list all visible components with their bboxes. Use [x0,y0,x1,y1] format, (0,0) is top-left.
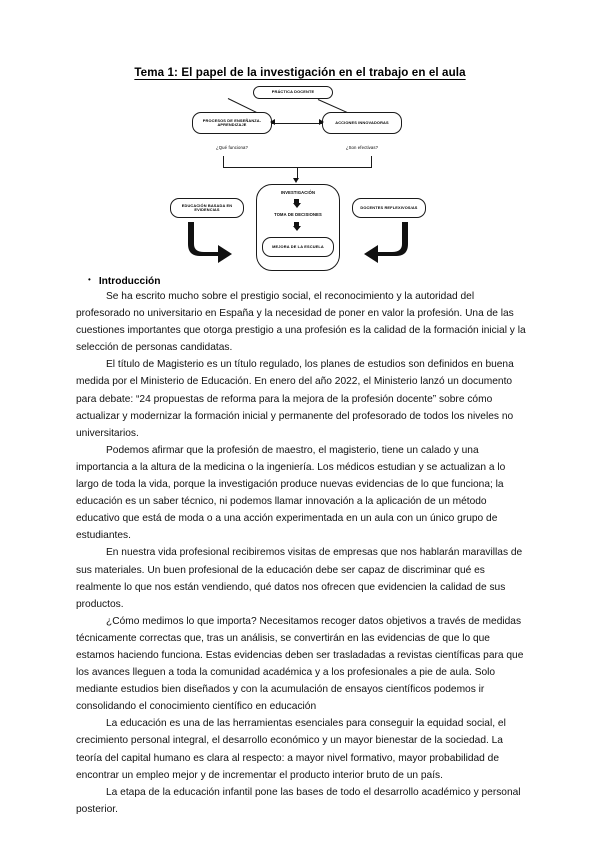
paragraph: El título de Magisterio es un título regulado, los planes de estudios son definidos en buena medida por el Ministerio de Educación. En enero del año 2022, el Ministerio lanzó un documento para debate: “24 propuestas de reforma para la mejora de la profesión docente” sobre cómo actualizar y modernizar la formación inicial y permanente del profesorado de todos los niveles no universitarios. [76,359,514,439]
hook-arrow-left-icon [188,222,234,264]
diagram-node-investigacion: INVESTIGACIÓN [280,190,316,195]
section-heading-introduccion [88,276,526,287]
diagram-node-acciones: ACCIONES INNOVADORAS [322,112,402,134]
connector-horizontal [272,123,322,124]
diagram-node-procesos: PROCESOS DE ENSEÑANZA-APRENDIZAJE [192,112,272,134]
fat-arrow-1-head [293,203,301,208]
paragraph: La etapa de la educación infantil pone las bases de todo el desarrollo académico y personal posterior. [76,786,521,815]
bullet-icon: • [88,275,91,284]
paragraph: En nuestra vida profesional recibiremos visitas de empresas que nos hablarán maravillas de sus materiales. Un buen profesional de la educación debe ser capaz de discriminar qué es realmente lo que nos están vendiendo, qué datos nos ofrecen que evidencien la calidad de sus productos. [76,547,523,610]
diagram-label-que-funciona: ¿Qué funciona? [216,145,248,150]
fat-arrow-2-head [293,226,301,231]
diagram-node-educacion-evidencias: EDUCACIÓN BASADA EN EVIDENCIAS [170,198,244,218]
diagram-node-practica-docente: PRÁCTICA DOCENTE [253,86,333,99]
arrowhead-down-to-investigacion [293,178,299,183]
paragraph: ¿Cómo medimos lo que importa? Necesitamos recoger datos objetivos a través de medidas técnicamente correctas que, tras un análisis, se convertirán en las evidencias de que lo que estamos haciendo funciona. Estas evidencias deben ser trasladadas a revistas científicas para que los avances lleguen a toda la comunidad académica y a los profesionales a pie de aula. Solo mediante estudios bien diseñados y con la acumulación de ensayos científicos podemos ir consolidando el conocimiento científico en educación [76,615,524,713]
article-body [76,276,526,818]
section-heading-label: Introducción [98,276,161,287]
arrowhead-right [319,119,324,125]
paragraph: Podemos afirmar que la profesión de maestro, el magisterio, tiene un calado y una importancia a la altura de la medicina o la ingeniería. Los médicos estudian y se actualizan a lo largo de toda la vida, porque la investigación produce nuevas evidencias de lo que funciona; la educación es un saber técnico, ni podemos llamar innovación a la aplicación de un método educativo que está de moda o a una acción experimentada en un aula con un único grupo de estudiantes. [76,444,506,542]
diagram-node-mejora-escuela: MEJORA DE LA ESCUELA [262,237,334,257]
paragraph: Se ha escrito mucho sobre el prestigio social, el reconocimiento y la autoridad del profesorado no universitario en España y la necesidad de poner en valor la profesión. Una de las cuestiones importantes que otorga prestigio a una profesión es la calidad de la formación inicial y la selección de personas candidatas. [76,291,526,354]
page-title: Tema 1: El papel de la investigación en el trabajo en el aula [134,66,466,79]
diagram-node-toma-decisiones: TOMA DE DECISIONES [274,212,322,217]
arrowhead-left [270,119,275,125]
diagram-label-son-efectivas: ¿Son efectivas? [345,145,379,150]
paragraph: La educación es una de las herramientas esenciales para conseguir la equidad social, el crecimiento personal integral, el desarrollo económico y un mayor bienestar de la sociedad. La teoría del capital humano es clara al respecto: a mayor nivel formativo, mayor probabilidad de encontrar un empleo mejor y de incrementar el producto interior bruto de un país. [76,718,506,781]
practica-docente-flowchart [150,86,450,271]
diagram-node-docentes-reflexivos: DOCENTES REFLEXIVOS/AS [352,198,426,218]
hook-arrow-right-icon [362,222,408,264]
